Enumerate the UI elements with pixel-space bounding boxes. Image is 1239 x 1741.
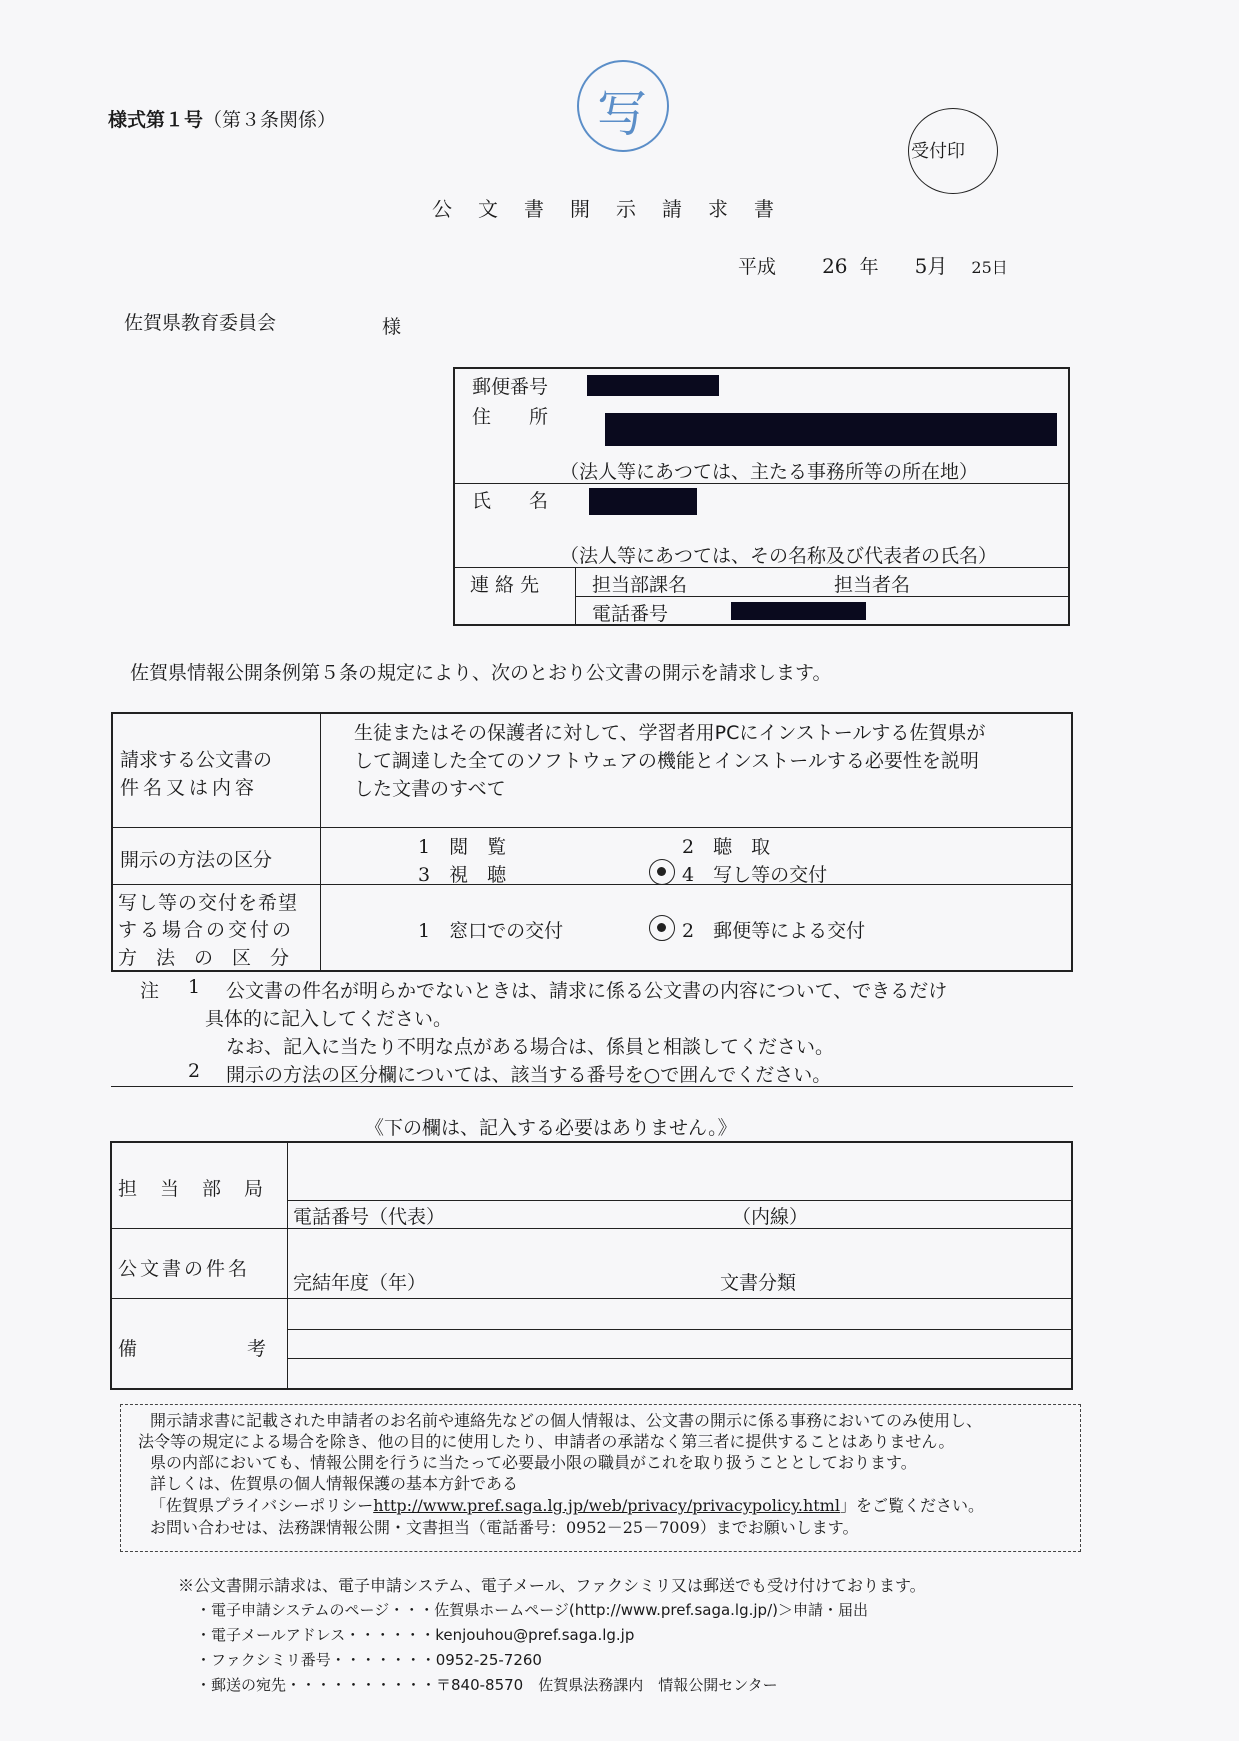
subject-label-1: 請求する公文書の (120, 749, 273, 771)
note-1-number: 1 (188, 976, 201, 998)
note-1-line-2: 具体的に記入してください。 (205, 1008, 453, 1030)
delivery-option-2[interactable]: 2 郵便等による交付 (682, 920, 866, 942)
method-option-4[interactable]: 4 写し等の交付 (682, 864, 828, 886)
remarks-label-2: 考 (247, 1338, 267, 1360)
phone-rep-label: 電話番号（代表） (293, 1206, 446, 1228)
copy-stamp (577, 60, 669, 152)
delivery-label-3: 方 法 の 区 分 (118, 947, 290, 969)
name-label: 氏 名 (472, 490, 549, 512)
privacy-line-2: 法令等の規定による場合を除き、他の目的に使用したり、申請者の承諾なく第三者に提供することはありません。 (138, 1432, 955, 1451)
note-2-number: 2 (188, 1060, 201, 1082)
subject-content (321, 714, 1071, 826)
page-title: 公文書開示請求書 (432, 197, 800, 221)
person-label: 担当者名 (834, 574, 911, 596)
receipt-stamp-circle (908, 108, 998, 194)
subject-line-3: した文書のすべて (354, 778, 506, 800)
subject-line-1: 生徒またはその保護者に対して、学習者用PCにインストールする佐賀県が (354, 722, 986, 744)
postal-code-label: 郵便番号 (472, 376, 549, 398)
addressee-suffix: 様 (382, 316, 402, 338)
completion-year-label: 完結年度（年） (293, 1272, 427, 1294)
privacy-line-5: 「佐賀県プライバシーポリシーhttp://www.pref.saga.lg.jp/web/privacy/privacypolicy.html」をご覧ください。 (150, 1496, 984, 1515)
phone-redacted (731, 602, 866, 620)
footer-email: ・電子メールアドレス・・・・・・kenjouhou@pref.saga.lg.jp (196, 1626, 635, 1644)
doc-class-label: 文書分類 (720, 1272, 797, 1294)
contact-label: 連 絡 先 (470, 574, 540, 596)
receipt-stamp-label: 受付印 (911, 141, 965, 162)
phone-label: 電話番号 (592, 603, 669, 625)
delivery-option-1[interactable]: 1 窓口での交付 (418, 920, 564, 942)
privacy-line-4: 詳しくは、佐賀県の個人情報保護の基本方針である (150, 1474, 519, 1493)
footer-heading: ※公文書開示請求は、電子申請システム、電子メール、ファクシミリ又は郵送でも受け付けております。 (178, 1576, 926, 1595)
address-note: （法人等にあつては、主たる事務所等の所在地） (560, 461, 979, 483)
delivery-label-2: する場合の交付の (118, 919, 295, 941)
footer-fax: ・ファクシミリ番号・・・・・・・0952-25-7260 (196, 1651, 542, 1669)
subject-line-2: して調達した全てのソフトウェアの機能とインストールする必要性を説明 (354, 750, 979, 772)
footer-online-system: ・電子申請システムのページ・・・佐賀県ホームページ(http://www.pref.saga.lg.jp/)＞申請・届出 (196, 1601, 868, 1619)
subject-label-2: 件名又は内容 (120, 777, 259, 799)
privacy-policy-link[interactable]: http://www.pref.saga.lg.jp/web/privacy/privacypolicy.html (373, 1496, 840, 1515)
extension-label: （内線） (732, 1206, 809, 1228)
footer-mail-address: ・郵送の宛先・・・・・・・・・・〒840-8570 佐賀県法務課内 情報公開センター (196, 1676, 778, 1694)
method-label: 開示の方法の区分 (120, 849, 273, 871)
form-number: 様式第１号（第３条関係） (108, 109, 337, 131)
intro-text: 佐賀県情報公開条例第５条の規定により、次のとおり公文書の開示を請求します。 (130, 662, 832, 684)
addressee: 佐賀県教育委員会 (124, 312, 277, 334)
note-1-line-1: 公文書の件名が明らかでないときは、請求に係る公文書の内容について、できるだけ (226, 980, 948, 1002)
note-2-line-1: 開示の方法の区分欄については、該当する番号を○で囲んでください。 (226, 1064, 832, 1086)
office-use-header: 《下の欄は、記入する必要はありません。》 (365, 1117, 737, 1139)
notes-label: 注 (140, 980, 160, 1002)
postal-code-redacted (587, 375, 719, 396)
address-redacted (605, 413, 1057, 446)
privacy-line-1: 開示請求書に記載された申請者のお名前や連絡先などの個人情報は、公文書の開示に係る事務においてのみ使用し、 (150, 1411, 983, 1430)
method-option-1[interactable]: 1 閲 覧 (418, 836, 507, 858)
method-option-3[interactable]: 3 視 聴 (418, 864, 507, 886)
department-label: 担当部課名 (592, 574, 688, 596)
remarks-label-1: 備 (118, 1338, 138, 1360)
request-date: 平成 26 年 5月 25日 (738, 254, 1008, 278)
method-option-2[interactable]: 2 聴 取 (682, 836, 771, 858)
name-redacted (589, 488, 697, 515)
name-note: （法人等にあつては、その名称及び代表者の氏名） (560, 545, 998, 567)
dept-label: 担 当 部 局 (118, 1178, 266, 1200)
form-reference: （第３条関係） (203, 109, 337, 131)
address-label: 住 所 (472, 406, 549, 428)
notes-divider (111, 1086, 1073, 1087)
privacy-line-3: 県の内部においても、情報公開を行うに当たって必要最小限の職員がこれを取り扱うこととしております。 (150, 1453, 917, 1472)
copy-stamp-text: 写 (597, 85, 647, 143)
delivery-label-1: 写し等の交付を希望 (118, 892, 299, 914)
method-selected-mark[interactable] (649, 859, 675, 885)
note-1-line-3: なお、記入に当たり不明な点がある場合は、係員と相談してください。 (226, 1036, 835, 1058)
privacy-line-6: お問い合わせは、法務課情報公開・文書担当（電話番号：0952－25－7009）までお願いします。 (150, 1518, 859, 1537)
delivery-selected-mark[interactable] (649, 915, 675, 941)
doc-name-label: 公文書の件名 (118, 1258, 251, 1280)
